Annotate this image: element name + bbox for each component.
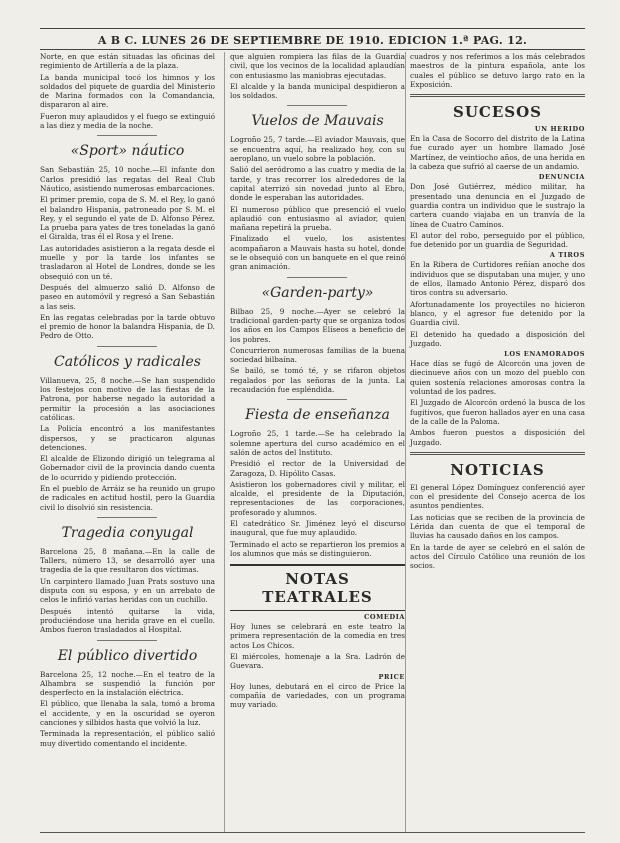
article-paragraph: Hoy lunes se celebrará en este teatro la primera representación de la comedia en tres actos Los Chicos. xyxy=(230,622,405,650)
article-paragraph: El autor del robo, perseguido por el público, fue detenido por un guardia de Seguridad. xyxy=(410,230,585,250)
article-paragraph: Después del almuerzo salió D. Alfonso de paseo en automóvil y regresó a San Sebastián a las seis. xyxy=(40,282,215,311)
article-paragraph: Hoy lunes, debutará en el circo de Price la compañía de variedades, con un programa muy variado. xyxy=(230,681,405,710)
headline-catolicos-radicales: Católicos y radicales xyxy=(54,353,201,370)
article-paragraph: En la Ribera de Curtidores reñían anoche dos individuos que se disputaban una mujer, y uno de ellos, llamado Antonio Pérez, disparó dos tiros contra su adversario. xyxy=(410,260,585,298)
article-paragraph: Logroño 25, 1 tarde.—Se ha celebrado la solemne apertura del curso académico en el salón de actos del Instituto. xyxy=(230,429,405,457)
article-paragraph: En el pueblo de Arráiz se ha reunido un grupo de radicales en actitud hostil, pero la Guardia civil lo disolvió sin resistencia. xyxy=(40,483,215,512)
page-masthead: A B C. LUNES 26 DE SEPTIEMBRE DE 1910. EDICION 1.ª PAG. 12. xyxy=(97,34,528,47)
article-paragraph: San Sebastián 25, 10 noche.—El infante don Carlos presidió las regatas del Real Club Náutico, asistiendo numerosas embarcaciones. xyxy=(40,165,215,193)
article-paragraph: que alguien rompiera las filas de la Guardia civil, que los vecinos de la localidad aplaudían con entusiasmo las maniobras ejecutadas. xyxy=(230,52,405,80)
article-paragraph: Logroño 25, 7 tarde.—El aviador Mauvais, que se encuentra aquí, ha realizado hoy, con su aeroplano, un vuelo sobre la población. xyxy=(230,135,405,164)
column-middle xyxy=(230,52,405,712)
article-paragraph: El miércoles, homenaje a la Sra. Ladrón de Guevara. xyxy=(230,652,405,671)
article-paragraph: Don José Gutiérrez, médico militar, ha presentado una denuncia en el Juzgado de guardia contra un individuo que le sustrajo la cartera cuando viajaba en un tranvía de la línea de Cuatro Caminos. xyxy=(410,182,585,229)
subheading-un-herido: UN HERIDO xyxy=(534,125,585,134)
article-paragraph: El público, que llenaba la sala, tomó a broma el accidente, y en la oscuridad se oyeron canciones y silbidos hasta que volvió la luz. xyxy=(40,699,215,728)
headline-tragedia-conyugal: Tragedia conyugal xyxy=(61,524,194,541)
article-paragraph: El primer premio, copa de S. M. el Rey, lo ganó el balandro Hispania, patroneado por S. M. el Rey, y el segundo el yate de D. Alfonso Pérez. La prueba para yates de tres toneladas la ganó el Giralda, tras él el Rosa y el Irene. xyxy=(40,195,215,242)
headline-noticias: NOTICIAS xyxy=(450,460,545,479)
article-paragraph: El alcalde de Elizondo dirigió un telegrama al Gobernador civil de la provincia dando cuenta de lo ocurrido y pidiendo protección. xyxy=(40,454,215,482)
article-paragraph: Barcelona 25, 12 noche.—En el teatro de la Alhambra se suspendió la función por desperfecto en la instalación eléctrica. xyxy=(40,669,215,698)
headline-notas-teatrales: NOTAS TEATRALES xyxy=(262,570,373,607)
article-paragraph: El detenido ha quedado a disposición del Juzgado. xyxy=(410,329,585,348)
article-paragraph: El catedrático Sr. Jiménez leyó el discurso inaugural, que fue muy aplaudido. xyxy=(230,518,405,538)
subheading-a-tiros: A TIROS xyxy=(549,251,585,260)
subheading-comedia: COMEDIA xyxy=(364,613,405,622)
article-paragraph: Concurrieron numerosas familias de la buena sociedad bilbaína. xyxy=(230,345,405,365)
article-paragraph: Hace días se fugó de Alcorcón una joven de diecinueve años con un mozo del pueblo con quien sostenía relaciones amorosas contra la voluntad de los padres. xyxy=(410,359,585,397)
masthead-bottom-rule xyxy=(40,49,585,50)
article-paragraph: En la tarde de ayer se celebró en el salón de actos del Círculo Católico una reunión de los socios. xyxy=(410,542,585,571)
article-paragraph: Las noticias que se reciben de la provincia de Lérida dan cuenta de que el temporal de lluvias ha causado daños en los campos. xyxy=(410,512,585,541)
subheading-price: PRICE xyxy=(378,672,405,681)
article-paragraph: El general López Domínguez conferenció ayer con el presidente del Consejo acerca de los asuntos pendientes. xyxy=(410,482,585,511)
page-bottom-rule xyxy=(40,832,585,833)
article-paragraph: Ambos fueron puestos a disposición del Juzgado. xyxy=(410,428,585,447)
headline-publico-divertido: El público divertido xyxy=(57,647,198,664)
article-paragraph: Un carpintero llamado Juan Prats sostuvo una disputa con su esposa, y en un arrebato de celos le infirió varias heridas con un cuchillo. xyxy=(40,576,215,605)
subheading-denuncia: DENUNCIA xyxy=(538,173,585,182)
article-paragraph: Después intentó quitarse la vida, produciéndose una herida grave en el cuello. Ambos fueron trasladados al Hospital. xyxy=(40,606,215,635)
article-paragraph: El numeroso público que presenció el vuelo aplaudió con entusiasmo al aviador, quien mañana repetirá la prueba. xyxy=(230,204,405,233)
section-header-box xyxy=(230,564,405,611)
separator xyxy=(287,277,347,278)
article-paragraph: Norte, en que están situadas las oficinas del regimiento de Artillería a de la plaza. xyxy=(40,52,215,71)
separator xyxy=(287,105,347,106)
article-paragraph: Asistieron los gobernadores civil y militar, el alcalde, el presidente de la Diputación, representaciones de las corporaciones, profesorado y alumnos. xyxy=(230,479,405,517)
article-paragraph: Salió del aeródromo a las cuatro y media de la tarde, y tras recorrer los alrededores de la capital aterrizó sin novedad junto al Ebro, donde le esperaban las autoridades. xyxy=(230,165,405,203)
separator xyxy=(97,640,157,641)
article-paragraph: Terminado el acto se repartieron los premios a los alumnos que más se distinguieron. xyxy=(230,539,405,558)
separator xyxy=(410,452,585,455)
column-left xyxy=(40,52,215,750)
article-paragraph: Fueron muy aplaudidos y el fuego se extinguió a las diez y media de la noche. xyxy=(40,111,215,131)
article-paragraph: Las autoridades asistieron a la regata desde el muelle y por la tarde los infantes se trasladaron al Hotel de Londres, donde se les obsequió con un té. xyxy=(40,243,215,281)
article-paragraph: Terminada la representación, el público salió muy divertido comentando el incidente. xyxy=(40,729,215,748)
separator xyxy=(97,135,157,136)
article-paragraph: En las regatas celebradas por la tarde obtuvo el premio de honor la balandra Hispania, de D. Pedro de Otto. xyxy=(40,312,215,341)
column-right xyxy=(410,52,585,572)
column-divider-2 xyxy=(405,52,406,832)
masthead-top-rule xyxy=(40,28,585,29)
article-paragraph: Se bailó, se tomó té, y se rifaron objetos regalados por las señoras de la junta. La recaudación fue espléndida. xyxy=(230,366,405,395)
separator xyxy=(287,399,347,400)
article-paragraph: En la Casa de Socorro del distrito de la Latina fue curado ayer un hombre llamado José Martínez, de veintiocho años, de una herida en la cabeza que sufrió al caerse de un andamio. xyxy=(410,134,585,172)
column-divider-1 xyxy=(224,52,225,832)
article-paragraph: Finalizado el vuelo, los asistentes acompañaron a Mauvais hasta su hotel, donde se le obsequió con un banquete en el que reinó gran animación. xyxy=(230,234,405,272)
separator xyxy=(97,517,157,518)
article-paragraph: El Juzgado de Alcorcón ordenó la busca de los fugitivos, que fueron hallados ayer en una casa de la calle de la Paloma. xyxy=(410,398,585,426)
article-paragraph: Villanueva, 25, 8 noche.—Se han suspendido los festejos con motivo de las fiestas de la Patrona, por haberse negado la autoridad a permitir la procesión a las asociaciones católicas. xyxy=(40,375,215,422)
headline-garden-party: «Garden-party» xyxy=(261,284,374,301)
headline-sucesos: SUCESOS xyxy=(452,103,543,122)
headline-fiesta-ensenanza: Fiesta de enseñanza xyxy=(245,407,390,424)
separator xyxy=(410,94,585,97)
subheading-los-enamorados: LOS ENAMORADOS xyxy=(504,350,585,359)
article-paragraph: El alcalde y la banda municipal despidieron a los soldados. xyxy=(230,81,405,101)
article-paragraph: Presidió el rector de la Universidad de Zaragoza, D. Hipólito Casas. xyxy=(230,459,405,478)
article-paragraph: Barcelona 25, 8 mañana.—En la calle de Tallers, número 13, se desarrolló ayer una tragedia de la que resultaron dos víctimas. xyxy=(40,546,215,575)
separator xyxy=(97,346,157,347)
article-paragraph: cuadros y nos referimos a los más celebrados maestros de la pintura española, ante los cuales el público se detuvo largo rato en la Exposición. xyxy=(410,52,585,89)
headline-sport-nautico: «Sport» náutico xyxy=(70,143,185,160)
article-paragraph: Bilbao 25, 9 noche.—Ayer se celebró la tradicional garden-party que se organiza todos los años en los Campos Elíseos a beneficio de los pobres. xyxy=(230,306,405,344)
article-paragraph: Afortunadamente los proyectiles no hicieron blanco, y el agresor fue detenido por la Guardia civil. xyxy=(410,299,585,328)
headline-vuelos-mauvais: Vuelos de Mauvais xyxy=(251,113,384,130)
article-paragraph: La Policía encontró a los manifestantes dispersos, y se practicaron algunas detenciones. xyxy=(40,424,215,452)
article-paragraph: La banda municipal tocó los himnos y los soldados del piquete de guardia del Ministerio de Marina formados con la Comandancia, dispararon al aire. xyxy=(40,72,215,110)
